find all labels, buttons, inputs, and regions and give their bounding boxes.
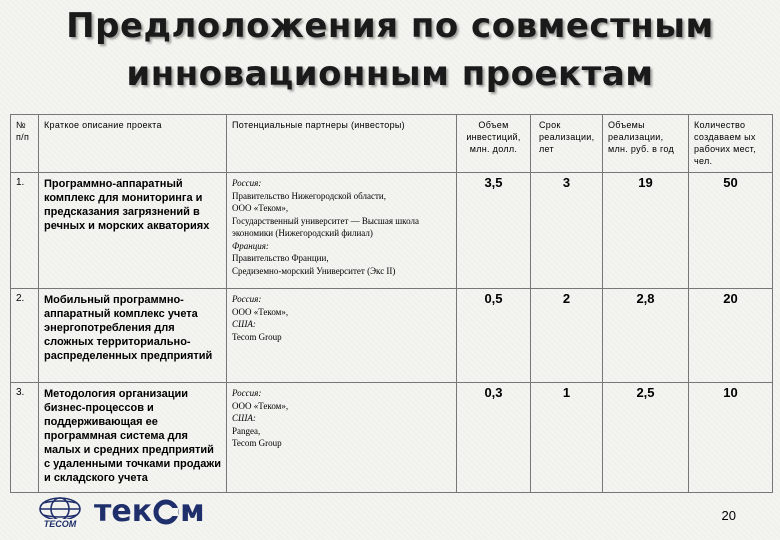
tecom-wordmark-logo: [94, 495, 205, 529]
header-description: Краткое описание проекта: [39, 115, 227, 173]
cell-jobs: 50: [689, 173, 773, 289]
partner-name: Правительство Нижегородской области,: [232, 190, 386, 201]
table-header-row: [11, 115, 773, 173]
partner-country: Россия:: [232, 388, 262, 398]
wordmark-right: м: [180, 494, 205, 529]
cell-term: 2: [531, 289, 603, 383]
table-row: [11, 289, 773, 383]
header-no: № п/п: [11, 115, 39, 173]
partner-country: США:: [232, 413, 256, 423]
cell-investment: 3,5: [457, 173, 531, 289]
tecom-globe-logo-icon: [34, 495, 86, 529]
cell-term: 3: [531, 173, 603, 289]
header-term: Срок реализации, лет: [531, 115, 603, 173]
wordmark-left: тек: [94, 494, 153, 529]
partner-name: ООО «Теком»,: [232, 306, 289, 317]
partner-name: Правительство Франции,: [232, 253, 329, 263]
partner-name: Tecom Group: [232, 331, 282, 342]
projects-table: [10, 114, 773, 493]
tecom-small-logo-text: TECOM: [43, 519, 77, 529]
partner-name: Tecom Group: [232, 438, 282, 448]
slide-title: [0, 2, 780, 98]
table-row: [11, 173, 773, 289]
cell-no: 3.: [11, 383, 39, 493]
cell-no: 2.: [11, 289, 39, 383]
header-volume: Объемы реализации, млн. руб. в год: [603, 115, 689, 173]
header-partners: Потенциальные партнеры (инвесторы): [227, 115, 457, 173]
cell-term: 1: [531, 383, 603, 493]
cell-description: Программно-аппаратный комплекс для мониторинга и предсказания загрязнений в речных и морских акваториях: [39, 173, 227, 289]
partner-country: США:: [232, 319, 256, 329]
partner-name: ООО «Теком»,: [232, 400, 289, 411]
cell-no: 1.: [11, 173, 39, 289]
cell-jobs: 20: [689, 289, 773, 383]
cell-volume: 19: [603, 173, 689, 289]
header-investment: Объем инвестиций, млн. долл.: [457, 115, 531, 173]
cell-volume: 2,5: [603, 383, 689, 493]
cell-partners: [227, 173, 457, 289]
partner-country: Россия:: [232, 294, 262, 304]
partner-country: Франция:: [232, 240, 269, 251]
cell-investment: 0,5: [457, 289, 531, 383]
partner-name: Средиземно-морский Университет (Экс II): [232, 265, 396, 276]
table-row: [11, 383, 773, 493]
cell-jobs: 10: [689, 383, 773, 493]
footer-logos: [34, 494, 205, 530]
cell-investment: 0,3: [457, 383, 531, 493]
cell-description: Мобильный программно-аппаратный комплекс учета энергопотребления для сложных территориально-распределенных предприятий: [39, 289, 227, 383]
wordmark-o-ring-icon: [153, 499, 179, 525]
slide-title-line-1: Предлоложения по совместным: [66, 6, 714, 46]
slide-title-line-2: инновационным проектам: [126, 54, 654, 94]
cell-volume: 2,8: [603, 289, 689, 383]
header-jobs: Количество создаваем ых рабочих мест, чел.: [689, 115, 773, 173]
partner-name: ООО «Теком»,: [232, 203, 289, 213]
partner-name: Государственный университет — Высшая школа экономики (Нижегородский филиал): [232, 215, 419, 238]
partner-name: Pangea,: [232, 425, 261, 436]
cell-description: Методология организации бизнес-процессов и поддерживающая ее программная система для малых и средних предприятий с удаленными точками продажи и складского учета: [39, 383, 227, 493]
partner-country: Россия:: [232, 178, 262, 188]
cell-partners: [227, 383, 457, 493]
page-number: 20: [721, 508, 736, 523]
cell-partners: [227, 289, 457, 383]
